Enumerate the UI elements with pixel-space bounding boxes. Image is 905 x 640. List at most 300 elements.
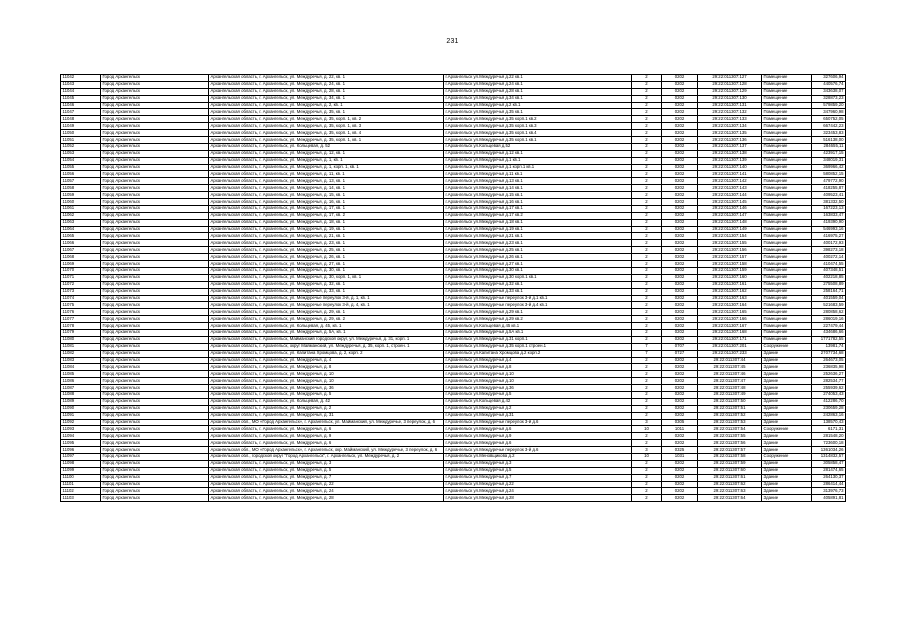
cadastral-number-cell: 29:22:011307:63 xyxy=(698,488,762,495)
object-type-cell: Помещение xyxy=(762,233,812,240)
type-code-cell: 0202 xyxy=(662,405,698,412)
object-type-cell: Помещение xyxy=(762,295,812,302)
municipality-cell: Город Архангельск xyxy=(101,75,209,82)
row-number-cell: 11083 xyxy=(61,357,101,364)
row-number-cell: 11066 xyxy=(61,240,101,247)
cadastral-number-cell: 29:22:011307:49 xyxy=(698,391,762,398)
row-number-cell: 11070 xyxy=(61,267,101,274)
table-row xyxy=(61,302,846,309)
municipality-cell: Город Архангельск xyxy=(101,350,209,357)
address-cell: Архангельская область, г. Архангельск, ул. Междуречья, д. 35, корп. 1, кв. 2 xyxy=(209,116,444,123)
address-cell: Архангельская область, г. Архангельск, ул. Кольцевая, д. 45, кв. 1 xyxy=(209,323,444,330)
municipality-cell: Город Архангельск xyxy=(101,288,209,295)
group-code-cell: 2 xyxy=(632,481,662,488)
table-row xyxy=(61,495,846,502)
short-address-cell: г.Архангельск ул.Междуречья д.5А кв.1 xyxy=(444,329,632,336)
object-type-cell: Здание xyxy=(762,419,812,426)
municipality-cell: Город Архангельск xyxy=(101,440,209,447)
value-cell: 274053,43 xyxy=(812,391,846,398)
municipality-cell: Город Архангельск xyxy=(101,157,209,164)
row-number-cell: 11080 xyxy=(61,336,101,343)
row-number-cell: 11087 xyxy=(61,385,101,392)
municipality-cell: Город Архангельск xyxy=(101,171,209,178)
object-type-cell: Помещение xyxy=(762,164,812,171)
type-code-cell: 0202 xyxy=(662,316,698,323)
address-cell: Архангельская область, г. Архангельск, ул. Междуречья, д. 13, кв. 1 xyxy=(209,178,444,185)
row-number-cell: 11046 xyxy=(61,102,101,109)
value-cell: 242863,16 xyxy=(812,412,846,419)
municipality-cell: Город Архангельск xyxy=(101,274,209,281)
municipality-cell: Город Архангельск xyxy=(101,488,209,495)
municipality-cell: Город Архангельск xyxy=(101,178,209,185)
short-address-cell: г.Архангельск ул.Междуречья д.18 кв.1 xyxy=(444,219,632,226)
municipality-cell: Город Архангельск xyxy=(101,385,209,392)
group-code-cell: 2 xyxy=(632,316,662,323)
cadastral-number-cell: 29:22:011307:138 xyxy=(698,150,762,157)
type-code-cell: 0202 xyxy=(662,267,698,274)
short-address-cell: г.Архангельск ул.Междуречья д.7 xyxy=(444,474,632,481)
group-code-cell: 2 xyxy=(632,495,662,502)
row-number-cell: 11095 xyxy=(61,440,101,447)
cadastral-number-cell: 29:22:011307:58 xyxy=(698,453,762,460)
row-number-cell: 11076 xyxy=(61,309,101,316)
value-cell: 1361034,26 xyxy=(812,447,846,454)
type-code-cell: 0202 xyxy=(662,226,698,233)
short-address-cell: г.Архангельск ул.Междуречья д.6 xyxy=(444,440,632,447)
cadastral-number-cell: 29:22:011307:163 xyxy=(698,295,762,302)
object-type-cell: Здание xyxy=(762,405,812,412)
type-code-cell: 0202 xyxy=(662,261,698,268)
type-code-cell: 0202 xyxy=(662,171,698,178)
table-row xyxy=(61,219,846,226)
table-row xyxy=(61,364,846,371)
table-row xyxy=(61,109,846,116)
value-cell: 479772,90 xyxy=(812,178,846,185)
address-cell: Архангельская область, г. Архангельск, ул. Междуречья, д. 11, кв. 1 xyxy=(209,171,444,178)
address-cell: Архангельская область, г. Архангельск, ул. Междуречья, д. 29, кв. 1 xyxy=(209,309,444,316)
group-code-cell: 2 xyxy=(632,288,662,295)
value-cell: 579859,20 xyxy=(812,102,846,109)
table-row xyxy=(61,226,846,233)
group-code-cell: 2 xyxy=(632,150,662,157)
short-address-cell: г.Архангельск ул.Междуречья д.23 кв.1 xyxy=(444,240,632,247)
value-cell: 284655,11 xyxy=(812,143,846,150)
cadastral-number-cell: 29:22:011307:233 xyxy=(698,350,762,357)
row-number-cell: 11081 xyxy=(61,343,101,350)
municipality-cell: Город Архангельск xyxy=(101,137,209,144)
short-address-cell: г.Архангельск ул.Междуречья д.29 кв.2 xyxy=(444,316,632,323)
municipality-cell: Город Архангельск xyxy=(101,453,209,460)
type-code-cell: 0202 xyxy=(662,254,698,261)
municipality-cell: Город Архангельск xyxy=(101,460,209,467)
cadastral-number-cell: 29:22:011307:50 xyxy=(698,398,762,405)
address-cell: Архангельская область, г. Архангельск, ул. Междуречья, д. 36 xyxy=(209,385,444,392)
value-cell: 327606,94 xyxy=(812,75,846,82)
short-address-cell: г.Архангельск ул.Капитана Хромцова д.2 корп.2 xyxy=(444,350,632,357)
short-address-cell: г.Архангельск ул.Кольцевая д.52 xyxy=(444,143,632,150)
group-code-cell: 2 xyxy=(632,281,662,288)
cadastral-number-cell: 29:22:011307:149 xyxy=(698,226,762,233)
value-cell: 264673,05 xyxy=(812,357,846,364)
short-address-cell: г.Архангельск ул.Междуречья д.15 кв.1 xyxy=(444,192,632,199)
value-cell: 328873,23 xyxy=(812,95,846,102)
row-number-cell: 11063 xyxy=(61,219,101,226)
object-type-cell: Сооружение xyxy=(762,426,812,433)
short-address-cell: г.Архангельск ул.Междуречья д.6 xyxy=(444,426,632,433)
short-address-cell: г.Архангельск ул.Междуречья д.1 корп.1 кв.1 xyxy=(444,164,632,171)
group-code-cell: 2 xyxy=(632,371,662,378)
object-type-cell: Помещение xyxy=(762,261,812,268)
address-cell: Архангельская область, г. Архангельск, ул. Междуречье переулок 3-й, д. 4, кв. 1 xyxy=(209,302,444,309)
object-type-cell: Помещение xyxy=(762,95,812,102)
object-type-cell: Здание xyxy=(762,481,812,488)
row-number-cell: 11082 xyxy=(61,350,101,357)
row-number-cell: 11075 xyxy=(61,302,101,309)
table-row xyxy=(61,171,846,178)
group-code-cell: 2 xyxy=(632,240,662,247)
table-row xyxy=(61,481,846,488)
cadastral-number-cell: 29:22:011307:135 xyxy=(698,130,762,137)
group-code-cell: 2 xyxy=(632,336,662,343)
type-code-cell: 0202 xyxy=(662,233,698,240)
type-code-cell: 0202 xyxy=(662,102,698,109)
group-code-cell: 2 xyxy=(632,185,662,192)
row-number-cell: 11092 xyxy=(61,419,101,426)
municipality-cell: Город Архангельск xyxy=(101,261,209,268)
address-cell: Архангельская область, г. Архангельск, ул. Капитана Хромцова, д. 2, корп. 2 xyxy=(209,350,444,357)
cadastral-number-cell: 29:22:011307:148 xyxy=(698,219,762,226)
cadastral-number-cell: 29:22:011307:146 xyxy=(698,205,762,212)
municipality-cell: Город Архангельск xyxy=(101,267,209,274)
short-address-cell: г.Архангельск ул.Междуречье переулок 3-й д.1 кв.1 xyxy=(444,295,632,302)
municipality-cell: Город Архангельск xyxy=(101,398,209,405)
value-cell: 546993,16 xyxy=(812,226,846,233)
value-cell: 423917,15 xyxy=(812,150,846,157)
address-cell: Архангельская область, г. Архангельск, ул. Междуречья, д. 27, кв. 1 xyxy=(209,261,444,268)
table-row xyxy=(61,185,846,192)
row-number-cell: 11056 xyxy=(61,171,101,178)
municipality-cell: Город Архангельск xyxy=(101,109,209,116)
address-cell: Архангельская область, г. Архангельск, ул. Междуречья, д. 6 xyxy=(209,426,444,433)
address-cell: Архангельская область, г. Архангельск, ул. Междуречья, д. 7 xyxy=(209,474,444,481)
type-code-cell: 0202 xyxy=(662,309,698,316)
cadastral-number-cell: 29:22:011307:167 xyxy=(698,323,762,330)
type-code-cell: 0202 xyxy=(662,378,698,385)
group-code-cell: 7 xyxy=(632,343,662,350)
address-cell: Архангельская область, г. Архангельск, ул. Междуречья, д. 1, кв. 1 xyxy=(209,157,444,164)
value-cell: 521683,59 xyxy=(812,302,846,309)
group-code-cell: 2 xyxy=(632,192,662,199)
table-row xyxy=(61,405,846,412)
municipality-cell: Город Архангельск xyxy=(101,199,209,206)
short-address-cell: г.Архангельск ул.Междуречья д.28 xyxy=(444,495,632,502)
row-number-cell: 11061 xyxy=(61,205,101,212)
group-code-cell: 2 xyxy=(632,295,662,302)
group-code-cell: 2 xyxy=(632,178,662,185)
table-row xyxy=(61,81,846,88)
address-cell: Архангельская область, г. Архангельск, ул. Междуречья, д. 17, кв. 1 xyxy=(209,205,444,212)
address-cell: Архангельская область, г. Архангельск, ул. Междуречья, д. 35, корп. 1, кв. 3 xyxy=(209,123,444,130)
type-code-cell: 0202 xyxy=(662,143,698,150)
row-number-cell: 11073 xyxy=(61,288,101,295)
table-body xyxy=(61,75,846,502)
type-code-cell: 0202 xyxy=(662,336,698,343)
short-address-cell: г.Архангельск ул.Междуречья д.14 кв.1 xyxy=(444,185,632,192)
type-code-cell: 0202 xyxy=(662,467,698,474)
group-code-cell: 2 xyxy=(632,116,662,123)
short-address-cell: г.Архангельск ул.Междуречья д.19 кв.1 xyxy=(444,226,632,233)
value-cell: 1314832,57 xyxy=(812,453,846,460)
value-cell: 400172,93 xyxy=(812,240,846,247)
row-number-cell: 11103 xyxy=(61,495,101,502)
address-cell: Архангельская область, г. Архангельск, ул. Междуречья, д. 5 xyxy=(209,391,444,398)
type-code-cell: 0202 xyxy=(662,185,698,192)
table-row xyxy=(61,453,846,460)
table-row xyxy=(61,343,846,350)
cadastral-number-cell: 29:22:011307:143 xyxy=(698,185,762,192)
type-code-cell: 0202 xyxy=(662,240,698,247)
group-code-cell: 2 xyxy=(632,81,662,88)
short-address-cell: г.Архангельск ул.Междуречья д.31 xyxy=(444,412,632,419)
value-cell: 236835,98 xyxy=(812,364,846,371)
type-code-cell: 0202 xyxy=(662,116,698,123)
row-number-cell: 11067 xyxy=(61,247,101,254)
address-cell: Архангельская область, г. Архангельск, ул. Междуречья, д. 8 xyxy=(209,364,444,371)
cadastral-number-cell: 29:22:011307:59 xyxy=(698,460,762,467)
value-cell: 343638,07 xyxy=(812,88,846,95)
value-cell: 227479,44 xyxy=(812,323,846,330)
address-cell: Архангельская область, г. Архангельск, ул. Междуречья, д. 35, корп. 1, кв. 4 xyxy=(209,130,444,137)
short-address-cell: г.Архангельск ул.Междуречья д.25 кв.1 xyxy=(444,247,632,254)
table-row xyxy=(61,426,846,433)
row-number-cell: 11043 xyxy=(61,81,101,88)
group-code-cell: 2 xyxy=(632,412,662,419)
value-cell: 402218,85 xyxy=(812,274,846,281)
address-cell: Архангельская область, г. Архангельск, ул. Междуречья, д. 3 xyxy=(209,460,444,467)
address-cell: Архангельская область, г. Архангельск, ул. Междуречья, д. 19, кв. 1 xyxy=(209,226,444,233)
cadastral-number-cell: 29:22:011307:55 xyxy=(698,433,762,440)
object-type-cell: Сооружение xyxy=(762,453,812,460)
value-cell: 410474,55 xyxy=(812,261,846,268)
object-type-cell: Помещение xyxy=(762,281,812,288)
type-code-cell: 0727 xyxy=(662,350,698,357)
object-type-cell: Помещение xyxy=(762,288,812,295)
address-cell: Архангельская область, г. Архангельск, ул. Междуречья, д. 17, кв. 2 xyxy=(209,212,444,219)
row-number-cell: 11042 xyxy=(61,75,101,82)
municipality-cell: Город Архангельск xyxy=(101,102,209,109)
municipality-cell: Город Архангельск xyxy=(101,123,209,130)
object-type-cell: Здание xyxy=(762,398,812,405)
short-address-cell: г.Архангельск ул.Междуречья д.10 xyxy=(444,371,632,378)
short-address-cell: г.Архангельск ул.Междуречья д.2 xyxy=(444,405,632,412)
short-address-cell: г.Архангельск ул.Междуречья д.24 xyxy=(444,488,632,495)
cadastral-number-cell: 29:22:011307:127 xyxy=(698,75,762,82)
group-code-cell: 2 xyxy=(632,88,662,95)
address-cell: Архангельская область, г. Архангельск, ул. Междуречья, д. 30, кв. 1 xyxy=(209,267,444,274)
table-row xyxy=(61,116,846,123)
short-address-cell: г.Архангельск ул.Междуречья д.2 кв.1 xyxy=(444,102,632,109)
table-row xyxy=(61,329,846,336)
municipality-cell: Город Архангельск xyxy=(101,419,209,426)
municipality-cell: Город Архангельск xyxy=(101,240,209,247)
address-cell: Архангельская область, г. Архангельск, ул. Междуречья, д. 9 xyxy=(209,433,444,440)
municipality-cell: Город Архангельск xyxy=(101,247,209,254)
type-code-cell: 0305 xyxy=(662,419,698,426)
type-code-cell: 0202 xyxy=(662,357,698,364)
municipality-cell: Город Архангельск xyxy=(101,116,209,123)
row-number-cell: 11057 xyxy=(61,178,101,185)
table-row xyxy=(61,350,846,357)
row-number-cell: 11096 xyxy=(61,447,101,454)
cadastral-number-cell: 29:22:011307:165 xyxy=(698,309,762,316)
municipality-cell: Город Архангельск xyxy=(101,81,209,88)
table-row xyxy=(61,143,846,150)
group-code-cell: 2 xyxy=(632,440,662,447)
object-type-cell: Помещение xyxy=(762,205,812,212)
municipality-cell: Город Архангельск xyxy=(101,391,209,398)
address-cell: Архангельская область, г. Архангельск, ул. Междуречья, д. 5А, кв. 1 xyxy=(209,329,444,336)
cadastral-number-cell: 29:22:011307:44 xyxy=(698,357,762,364)
object-type-cell: Помещение xyxy=(762,88,812,95)
group-code-cell: 2 xyxy=(632,378,662,385)
value-cell: 258164,71 xyxy=(812,288,846,295)
type-code-cell: 0202 xyxy=(662,391,698,398)
municipality-cell: Город Архангельск xyxy=(101,412,209,419)
cadastral-number-cell: 29:22:011307:53 xyxy=(698,419,762,426)
cadastral-number-cell: 29:22:011307:160 xyxy=(698,274,762,281)
address-cell: Архангельская область, г. Архангельск, ул. Междуречья, д. 22, кв. 1 xyxy=(209,75,444,82)
cadastral-number-cell: 29:22:011307:132 xyxy=(698,109,762,116)
row-number-cell: 11102 xyxy=(61,488,101,495)
address-cell: Архангельская область, г. Архангельск, ул. Междуречья, д. 25, кв. 1 xyxy=(209,247,444,254)
row-number-cell: 11059 xyxy=(61,192,101,199)
object-type-cell: Помещение xyxy=(762,116,812,123)
row-number-cell: 11097 xyxy=(61,453,101,460)
municipality-cell: Город Архангельск xyxy=(101,426,209,433)
group-code-cell: 2 xyxy=(632,199,662,206)
address-cell: Архангельская область, г. Архангельск, ул. Междуречья, д. 29, кв. 2 xyxy=(209,316,444,323)
short-address-cell: г.Архангельск ул.Междуречья д.26 кв.1 xyxy=(444,254,632,261)
value-cell: 434686,66 xyxy=(812,329,846,336)
short-address-cell: г.Архангельск ул.Междуречья д.31 корп.1 xyxy=(444,336,632,343)
group-code-cell: 2 xyxy=(632,405,662,412)
type-code-cell: 0202 xyxy=(662,109,698,116)
short-address-cell: г.Архангельск ул.Междуречья д.12 кв.1 xyxy=(444,150,632,157)
group-code-cell: 2 xyxy=(632,247,662,254)
object-type-cell: Здание xyxy=(762,433,812,440)
short-address-cell: г.Архангельск ул.Междуречья д.30 корп.1 кв.1 xyxy=(444,274,632,281)
row-number-cell: 11060 xyxy=(61,199,101,206)
object-type-cell: Помещение xyxy=(762,267,812,274)
short-address-cell: г.Архангельск ул.Междуречья д.22 xyxy=(444,481,632,488)
municipality-cell: Город Архангельск xyxy=(101,281,209,288)
value-cell: 381332,50 xyxy=(812,199,846,206)
type-code-cell: 0202 xyxy=(662,212,698,219)
value-cell: 281548,20 xyxy=(812,433,846,440)
group-code-cell: 2 xyxy=(632,164,662,171)
row-number-cell: 11088 xyxy=(61,391,101,398)
short-address-cell: г.Архангельск ул.Междуречья д.35 корп.1 кв.2 xyxy=(444,116,632,123)
short-address-cell: г.Архангельск ул.Междуречья д.22 кв.1 xyxy=(444,75,632,82)
address-cell: Архангельская область, г. Архангельск, ул. Междуречья, д. 33, кв. 1 xyxy=(209,288,444,295)
address-cell: Архангельская область, г. Архангельск, ул. Междуречья, д. 24 xyxy=(209,488,444,495)
type-code-cell: 0707 xyxy=(662,343,698,350)
cadastral-number-cell: 29:22:011307:48 xyxy=(698,385,762,392)
short-address-cell: г.Архангельск ул.Междуречья д.3 xyxy=(444,460,632,467)
table-row xyxy=(61,75,846,82)
object-type-cell: Помещение xyxy=(762,150,812,157)
cadastral-number-cell: 29:22:011307:133 xyxy=(698,116,762,123)
cadastral-number-cell: 29:22:011307:168 xyxy=(698,329,762,336)
group-code-cell: 2 xyxy=(632,267,662,274)
short-address-cell: г.Архангельск ул.Междуречья д.4 xyxy=(444,357,632,364)
cadastral-table xyxy=(60,74,846,502)
object-type-cell: Помещение xyxy=(762,171,812,178)
address-cell: Архангельская область, г. Архангельск, ул. Междуречья, д. 15, кв. 1 xyxy=(209,192,444,199)
short-address-cell: г.Архангельск ул.Междуречья д.32 кв.1 xyxy=(444,281,632,288)
address-cell: Архангельская область, г. Архангельск, ул. Междуречья, д. 10 xyxy=(209,371,444,378)
municipality-cell: Город Архангельск xyxy=(101,343,209,350)
value-cell: 252636,27 xyxy=(812,371,846,378)
municipality-cell: Город Архангельск xyxy=(101,433,209,440)
cadastral-number-cell: 29:22:011307:162 xyxy=(698,288,762,295)
group-code-cell: 2 xyxy=(632,143,662,150)
short-address-cell: г.Архангельск ул.Междуречья д.34 кв.1 xyxy=(444,95,632,102)
object-type-cell: Помещение xyxy=(762,212,812,219)
group-code-cell: 2 xyxy=(632,274,662,281)
table-row xyxy=(61,447,846,454)
object-type-cell: Помещение xyxy=(762,192,812,199)
short-address-cell: г.Архангельск ул.Междуречья д.11 кв.1 xyxy=(444,171,632,178)
row-number-cell: 11098 xyxy=(61,460,101,467)
municipality-cell: Город Архангельск xyxy=(101,212,209,219)
group-code-cell: 2 xyxy=(632,123,662,130)
municipality-cell: Город Архангельск xyxy=(101,336,209,343)
short-address-cell: г.Архангельск ул.Междуречья д.5 xyxy=(444,391,632,398)
table-row xyxy=(61,192,846,199)
type-code-cell: 0202 xyxy=(662,323,698,330)
short-address-cell: г.Архангельск ул.Междуречья д.21 кв.1 xyxy=(444,233,632,240)
short-address-cell: г.Архангельск ул.Междуречья д.35 кв.1 xyxy=(444,109,632,116)
table-row xyxy=(61,130,846,137)
object-type-cell: Здание xyxy=(762,474,812,481)
object-type-cell: Помещение xyxy=(762,336,812,343)
type-code-cell: 0202 xyxy=(662,137,698,144)
cadastral-number-cell: 29:22:011307:52 xyxy=(698,412,762,419)
short-address-cell: г.Архангельск ул.Междуречья д.35 корп.1 кв.3 xyxy=(444,123,632,130)
type-code-cell: 0325 xyxy=(662,447,698,454)
group-code-cell: 2 xyxy=(632,474,662,481)
municipality-cell: Город Архангельск xyxy=(101,495,209,502)
address-cell: Архангельская область, г. Архангельск, ул. Междуречья, д. 35, корп. 1, кв. 1 xyxy=(209,137,444,144)
row-number-cell: 11052 xyxy=(61,143,101,150)
value-cell: 2707734,68 xyxy=(812,350,846,357)
table-row xyxy=(61,205,846,212)
table-row xyxy=(61,212,846,219)
cadastral-number-cell: 29:22:011307:51 xyxy=(698,405,762,412)
cadastral-number-cell: 29:22:011307:137 xyxy=(698,143,762,150)
object-type-cell: Помещение xyxy=(762,123,812,130)
municipality-cell: Город Архангельск xyxy=(101,474,209,481)
value-cell: 230659,28 xyxy=(812,405,846,412)
table-row xyxy=(61,433,846,440)
type-code-cell: 0202 xyxy=(662,281,698,288)
short-address-cell: г.Архангельск ул.Междуречья д.33 кв.1 xyxy=(444,288,632,295)
value-cell: 255939,62 xyxy=(812,385,846,392)
object-type-cell: Помещение xyxy=(762,226,812,233)
group-code-cell: 2 xyxy=(632,233,662,240)
row-number-cell: 11099 xyxy=(61,467,101,474)
